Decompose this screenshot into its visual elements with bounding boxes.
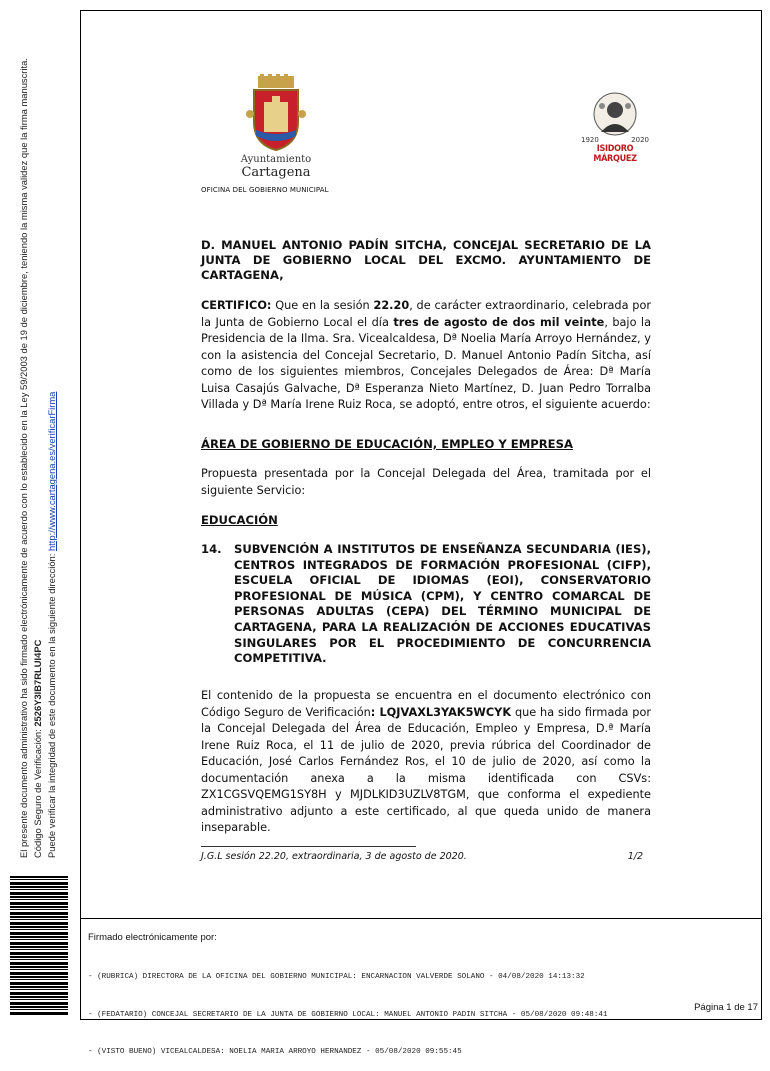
page-footer [201, 851, 643, 862]
session-number: 22.20 [373, 299, 410, 312]
proposal-text: Propuesta presentada por la Concejal Delegada del Área, tramitada por el siguiente Servicio: [201, 467, 651, 497]
certifico-paragraph: CERTIFICO: Que en la sesión 22.20, de carácter extraordinario, celebrada por la Junta de Gobierno Local el día tres de agosto de dos mil veinte, bajo la Presidencia de la Ilma. Sra. Vicealcaldesa, Dª Noelia María Arroyo Hernández, y con la asistencia del Concejal Secretario, D. Manuel Antonio Padín Sitcha, así como de los siguientes miembros, Concejales Delegados de Área: Dª María Luisa Casajús Galvache, Dª Esperanza Nieto Martínez, D. Juan Pedro Torralba Villada y Dª María Irene Ruiz Roca, se adoptó, entre otros, el siguiente acuerdo: [201, 299, 651, 411]
portrait-icon [593, 92, 637, 136]
certifico-label: CERTIFICO: [201, 299, 272, 312]
verification-code: 2526Y3IB7RLUI4PC [32, 639, 43, 727]
signature-line: - (RUBRICA) DIRECTORA DE LA OFICINA DEL GOBIERNO MUNICIPAL: ENCARNACION VALVERDE SOLANO - 04/08/2020 14:13:32 [88, 973, 585, 981]
page-number: Página 1 de 17 [694, 1002, 758, 1013]
year-end: 2020 [631, 136, 649, 144]
session-note: J.G.L sesión 22.20, extraordinaria, 3 de agosto de 2020. [201, 851, 467, 862]
signature-divider [81, 918, 761, 919]
coat-of-arms-icon [246, 74, 306, 152]
service-title: EDUCACIÓN [201, 513, 278, 527]
document-heading: D. MANUEL ANTONIO PADÍN SITCHA, CONCEJAL SECRETARIO DE LA JUNTA DE GOBIERNO LOCAL DEL EXCMO. AYUNTAMIENTO DE CARTAGENA, [201, 238, 651, 282]
signature-line: - (VISTO BUENO) VICEALCALDESA: NOELIA MARIA ARROYO HERNANDEZ - 05/08/2020 09:55:45 [88, 1048, 462, 1056]
verification-note-line2: Código Seguro de Verificación: 2526Y3IB7RLUI4PC [32, 639, 43, 858]
barcode [10, 876, 68, 1016]
centenary-logo [575, 92, 655, 164]
area-title: ÁREA DE GOBIERNO DE EDUCACIÓN, EMPLEO Y EMPRESA [201, 437, 573, 451]
signature-line: - (FEDATARIO) CONCEJAL SECRETARIO DE LA JUNTA DE GOBIERNO LOCAL: MANUEL ANTONIO PADIN SITCHA - 05/08/2020 09:48:41 [88, 1010, 608, 1019]
page-of: 1/2 [627, 851, 643, 862]
cartagena-logo [236, 74, 316, 180]
office-label: OFICINA DEL GOBIERNO MUNICIPAL [201, 186, 329, 194]
verification-note-line3: Puede verificar la integridad de este documento en la siguiente dirección: http://www.cartagena.es/verificarFirma [46, 391, 57, 858]
signature-list [88, 946, 608, 1071]
verification-link[interactable]: http://www.cartagena.es/verificarFirma [46, 391, 57, 552]
verification-note-line1: El presente documento administrativo ha sido firmado electrónicamente de acuerdo con lo establecido en la Ley 59/2003 de 19 de diciembre, teniendo la misma validez que la firma manuscrita. [18, 58, 29, 858]
csv-code: : LQJVAXL3YAK5WCYK [370, 705, 512, 719]
logo-ayuntamiento: Ayuntamiento [240, 154, 312, 165]
year-start: 1920 [581, 136, 599, 144]
session-date: tres de agosto de dos mil veinte [393, 315, 605, 329]
content-paragraph: El contenido de la propuesta se encuentra en el documento electrónico con Código Seguro de Verificación: LQJVAXL3YAK5WCYK que ha sido firmada por la Concejal Delegada del Área de Educación, Empleo y Empresa, D.ª María Irene Ruiz Roca, el 11 de julio de 2020, previa rúbrica del Coordinador de Educación, José Carlos Fernández Ros, el 10 de julio de 2020, así como la documentación anexa a la misma identificada con CSVs: ZX1CGSVQEMG1SY8H y MJDLKID3UZLV8TGM, que conforma el expediente administrativo adjunto a este certificado, al que queda unido de manera inseparable. [201, 689, 652, 834]
signature-title: Firmado electrónicamente por: [88, 932, 217, 943]
agenda-item [201, 542, 651, 667]
centenary-name: ISIDORO MÁRQUEZ [593, 144, 637, 164]
item-number: 14. [201, 542, 222, 556]
footer-divider [201, 846, 416, 847]
logo-cartagena: Cartagena [241, 165, 311, 180]
item-title: SUBVENCIÓN A INSTITUTOS DE ENSEÑANZA SECUNDARIA (IES), CENTROS INTEGRADOS DE FORMACIÓN PROFESIONAL (CIFP), ESCUELA OFICIAL DE IDIOMAS (EOI), CONSERVATORIO PROFESIONAL DE MÚSICA (CPM), Y CENTRO COMARCAL DE PERSONAS ADULTAS (CEPA) DEL TÉRMINO MUNICIPAL DE CARTAGENA, PARA LA REALIZACIÓN DE ACCIONES EDUCATIVAS SINGULARES POR EL PROCEDIMIENTO DE CONCURRENCIA COMPETITIVA. [234, 542, 651, 666]
